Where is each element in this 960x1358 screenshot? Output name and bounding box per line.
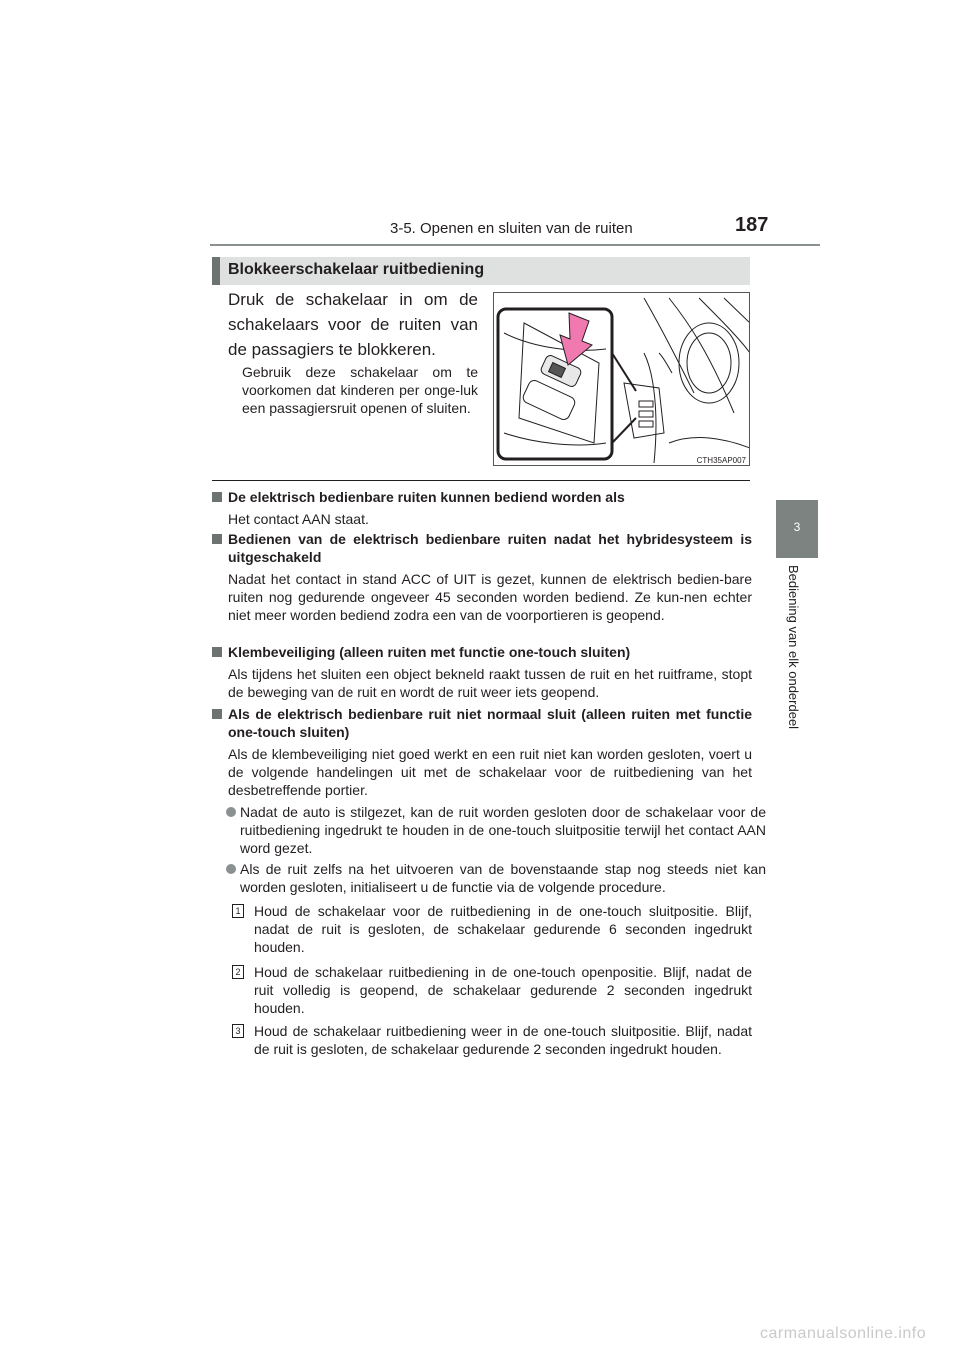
lock-switch-figure xyxy=(493,292,750,466)
info-item-title: Bedienen van de elektrisch bedienbare ruiten nadat het hybridesysteem is uitgeschakeld xyxy=(212,530,752,566)
step-text: Houd de schakelaar voor de ruitbediening in de one-touch sluitpositie. Blijf, nadat de ruit is gesloten, de schakelaar gedurende 6 seconden ingedrukt houden. xyxy=(254,903,752,955)
info-item-body: Als tijdens het sluiten een object bekneld raakt tussen de ruit en het ruitframe, stopt de beweging van de ruit en wordt de ruit weer iets geopend. xyxy=(228,666,752,700)
figure-code: CTH35AP007 xyxy=(696,456,746,465)
info-item xyxy=(212,530,752,624)
info-item-title: Klembeveiliging (alleen ruiten met functie one-touch sluiten) xyxy=(212,643,752,661)
procedure-step xyxy=(232,902,752,956)
square-bullet-icon xyxy=(212,647,222,657)
square-bullet-icon xyxy=(212,492,222,502)
step-number: 3 xyxy=(232,1024,244,1038)
square-bullet-icon xyxy=(212,709,222,719)
step-number: 2 xyxy=(232,965,244,979)
section-title: Blokkeerschakelaar ruitbediening xyxy=(228,261,485,278)
intro-note: Gebruik deze schakelaar om te voorkomen dat kinderen per onge-luk een passagiersruit openen of sluiten. xyxy=(242,364,478,416)
info-item-body: Nadat het contact in stand ACC of UIT is gezet, kunnen de elektrisch bedien-bare ruiten nog gedurende ongeveer 45 seconden worden bediend. Ze kun-nen echter niet meer worden bediend zodra een van de voorportieren is geopend. xyxy=(228,571,752,623)
procedure-step xyxy=(232,963,752,1017)
side-tab-number: 3 xyxy=(793,520,801,534)
intro-text: Druk de schakelaar in om de schakelaars voor de ruiten van de passagiers te blokkeren. xyxy=(228,290,478,359)
info-item xyxy=(212,643,752,701)
section-heading xyxy=(212,257,750,285)
round-bullet-icon xyxy=(226,864,236,874)
square-bullet-icon xyxy=(212,534,222,544)
step-number: 1 xyxy=(232,904,244,918)
page-number: 187 xyxy=(735,214,769,236)
step-text: Houd de schakelaar ruitbediening weer in de one-touch sluitpositie. Blijf, nadat de ruit is gesloten, de schakelaar gedurende 2 seconden ingedrukt houden. xyxy=(254,1023,752,1057)
round-bullet-icon xyxy=(226,807,236,817)
info-item xyxy=(212,705,752,799)
info-item-title: Als de elektrisch bedienbare ruit niet normaal sluit (alleen ruiten met functie one-touch sluiten) xyxy=(212,705,752,741)
round-bullet-item: Nadat de auto is stilgezet, kan de ruit worden gesloten door de schakelaar voor de ruitbediening ingedrukt te houden in de one-touch sluitpositie terwijl het contact AAN word gezet. xyxy=(226,803,766,857)
round-bullet-item: Als de ruit zelfs na het uitvoeren van de bovenstaande stap nog steeds niet kan worden gesloten, initialiseert u de functie via de volgende procedure. xyxy=(226,860,766,896)
header-section-title: 3-5. Openen en sluiten van de ruiten xyxy=(390,220,633,237)
side-tab-label: Bediening van elk onderdeel xyxy=(786,565,801,730)
info-item-title: De elektrisch bedienbare ruiten kunnen bediend worden als xyxy=(212,488,752,506)
divider xyxy=(212,480,750,481)
info-item xyxy=(212,488,752,528)
info-item-body: Het contact AAN staat. xyxy=(228,511,369,527)
step-text: Houd de schakelaar ruitbediening in de one-touch openpositie. Blijf, nadat de ruit volledig is geopend, de schakelaar gedurende 2 seconden ingedrukt houden. xyxy=(254,964,752,1016)
watermark: carmanualsonline.info xyxy=(760,1325,927,1342)
procedure-step xyxy=(232,1022,752,1058)
header-rule xyxy=(210,244,820,246)
info-item-body: Als de klembeveiliging niet goed werkt en een ruit niet kan worden gesloten, voert u de volgende handelingen uit met de schakelaar voor de ruitbediening van het desbetreffende portier. xyxy=(228,746,752,798)
window-lock-switch-illustration xyxy=(494,293,750,466)
